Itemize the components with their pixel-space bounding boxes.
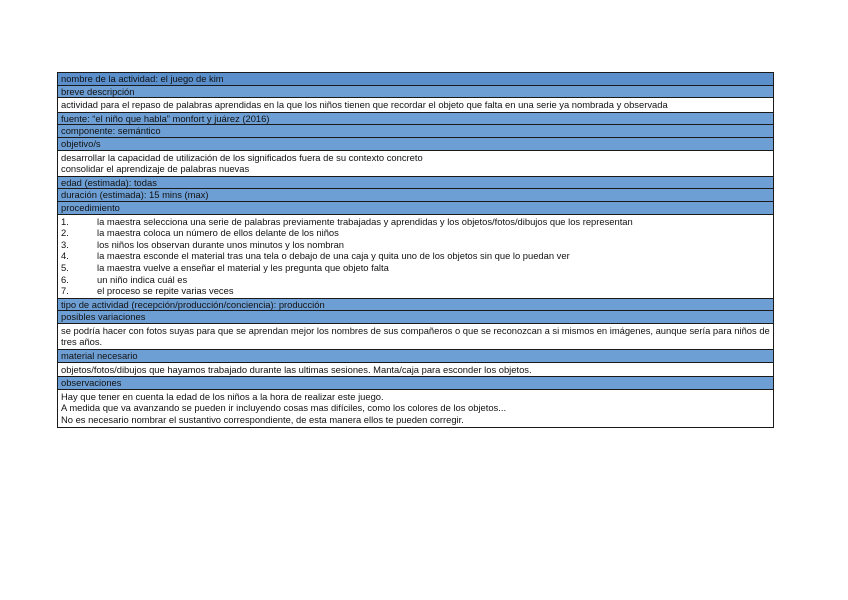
step-number: 3. (61, 238, 69, 250)
observation-item: No es necesario nombrar el sustantivo correspondiente, de esta manera ellos te pueden corregir. (61, 414, 464, 426)
observations-cell (58, 390, 773, 427)
material-header (58, 350, 773, 363)
step-text: los niños los observan durante unos minutos y los nombran (97, 238, 345, 250)
component-row (58, 125, 773, 138)
procedure-label: procedimiento (61, 201, 120, 213)
step-number: 7. (61, 285, 69, 297)
variations-text: se podría hacer con fotos suyas para que se aprendan mejor los nombres de sus compañeros o que se reconozcan a si mismos en imágenes, aunque sería para niños de tres años. (61, 324, 770, 348)
brief-description-text: actividad para el repaso de palabras aprendidas en la que los niños tienen que recordar el objeto que falta en una serie ya nombrada y observada (61, 99, 668, 111)
activity-name-row (58, 73, 773, 86)
procedure-step (61, 239, 770, 251)
step-text: el proceso se repite varias veces (97, 285, 234, 297)
procedure-step (61, 227, 770, 239)
observations-header (58, 377, 773, 390)
brief-description-cell (58, 98, 773, 113)
brief-description-label: breve descripción (61, 85, 135, 97)
activity-name: nombre de la actividad: el juego de kim (61, 73, 224, 84)
procedure-step (61, 216, 770, 228)
source-text: fuente: “el niño que habla” monfort y juárez (2016) (61, 112, 270, 124)
step-number: 6. (61, 273, 69, 285)
procedure-cell (58, 215, 773, 299)
step-text: la maestra coloca un número de ellos delante de los niños (97, 227, 339, 239)
procedure-step (61, 285, 770, 297)
step-number: 1. (61, 215, 69, 227)
objectives-header (58, 138, 773, 151)
procedure-step (61, 274, 770, 286)
component-text: componente: semántico (61, 125, 161, 137)
procedure-step (61, 250, 770, 262)
observations-label: observaciones (61, 377, 122, 389)
variations-header (58, 311, 773, 324)
procedure-step (61, 262, 770, 274)
step-text: la maestra vuelve a enseñar el material y les pregunta que objeto falta (97, 261, 389, 273)
variations-cell (58, 324, 773, 350)
duration-row (58, 189, 773, 202)
step-number: 4. (61, 250, 69, 262)
objective-item: consolidar el aprendizaje de palabras nuevas (61, 163, 250, 175)
age-text: edad (estimada): todas (61, 176, 157, 188)
variations-label: posibles variaciones (61, 311, 146, 323)
observation-item: Hay que tener en cuenta la edad de los niños a la hora de realizar este juego. (61, 390, 384, 402)
material-label: material necesario (61, 350, 138, 362)
step-text: un niño indica cuál es (97, 273, 188, 285)
source-row (58, 113, 773, 126)
objectives-cell (58, 151, 773, 177)
material-text: objetos/fotos/dibujos que hayamos trabajado durante las ultimas sesiones. Manta/caja para esconder los objetos. (61, 363, 532, 375)
activity-type-text: tipo de actividad (recepción/producción/conciencia): producción (61, 298, 325, 310)
step-text: la maestra esconde el material tras una tela o debajo de una caja y quita uno de los objetos sin que lo puedan ver (97, 250, 570, 262)
step-number: 2. (61, 227, 69, 239)
activity-sheet (57, 72, 774, 428)
objectives-label: objetivo/s (61, 137, 101, 149)
procedure-header (58, 202, 773, 215)
step-number: 5. (61, 261, 69, 273)
observation-item: A medida que va avanzando se pueden ir incluyendo cosas mas difíciles, como los colores de los objetos... (61, 402, 507, 414)
brief-description-header (58, 86, 773, 99)
activity-type-row (58, 299, 773, 312)
objective-item: desarrollar la capacidad de utilización de los significados fuera de su contexto concreto (61, 151, 423, 163)
step-text: la maestra selecciona una serie de palabras previamente trabajadas y aprendidas y los objetos/fotos/dibujos que los representan (97, 215, 633, 227)
age-row (58, 177, 773, 190)
duration-text: duración (estimada): 15 mins (max) (61, 189, 209, 201)
material-cell (58, 363, 773, 378)
